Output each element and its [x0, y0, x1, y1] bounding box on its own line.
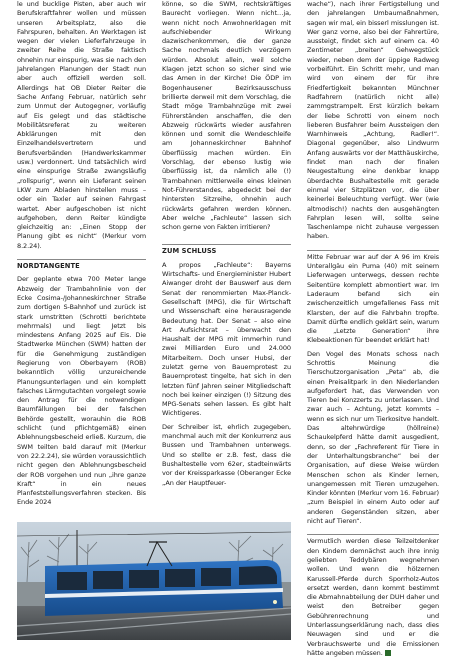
paragraph: Mitte Februar war auf der A 96 im Kreis Unterallgäu ein Puma (40) mit seinem Lieferwagen unterwegs, dessen rechte Seitentüre komplett abmontiert war. Im Laderaum befand sich ein zwischenzeitlich umgefallenes Fass mit Klarsten, der auf die Fahrbahn tropfte. Damit dürfte endlich geklärt sein, warum die „Letzte Generation“ ihre Klebeaktionen für beendet erklärt hat!: [307, 252, 439, 345]
divider: [162, 244, 291, 245]
divider: [307, 534, 439, 535]
tram-photo: [17, 522, 291, 640]
paragraph: [307, 537, 439, 658]
paragraph: Den Vogel des Monats schoss nach Schrottis Meinung die Tierschutzorganisation „Peta“ ab, die einen Preisalitpark in den Niederlanden aufgefordert hat, das Verwenden von Tieren bei Konzzerts zu unterlassen. Und zwar auch – Achtung, Jetzt kommts – wenn es sich nur um Tierkositve handelt. Das altehrwürdige (höllreine) Schaukelpferd hätte damit ausgedient, denn, so der „Fachreferent für Tiere in der Unterhaltungsbranche“ bei der Organisation, auf diese Weise würden Menschen schon als Kinder lernen, unangemessen mit Tieren umzugehen. Kinder könnten (Merkur vom 16. Februar) „zum Beispiel in einem Auto oder auf anderen Gegenständen sitzen, aber nicht auf Tieren“.: [307, 349, 439, 526]
column-3: [307, 0, 440, 657]
paragraph: könne, so die SWM, rechtskräftiges Baurecht vorliegen. Wenn nicht…ja, wenn nicht noch Anwohnerklagen mit aufschiebender Wirkung dazwischenkommen, die der ganze Sache nochmals deutlich verzögern würden. Absolut allein, weil solche Klagen jetzt schon so sicher sind wie das Amen in der Kirche! Die ÖDP im Bogenhausener Bezirksausschuss brillierte derweil mit dem Vorschlag, die Stadt möge Trambahnzüge mit zwei Führerständen anschaffen, die den Abzweig rückwärts wieder ausfahren können und somit die Wendeschleife am Johanneskirchner Bahnhof überflüssig machen würden. Ein Vorschlag, der ebenso lustig wie überflüssig ist, da nämlich alle (!) Trambahnen mittlerweile eines kleinen Not-Führerstandes, abgedeckt bei der hintersten Sitzreihe, ohnehin auch rückwärts gefahren werden können. Aber welche „Fachleute“ lassen sich schon gerne von Fakten irritieren?: [162, 0, 291, 232]
paragraph: le und bucklige Pisten, aber auch wir Berufskraftfahrer wollen und müssen unseren Arbeitsplatz, also die Fahrspuren, behalten. An Werktagen ist wegen der vielen Lieferfahrzeuge in zweiter Reihe die Straße faktisch ohnehin nur einspurig, was sie nach den Jahrelangen Planungen der Stadt nun aber auch offiziell werden soll. Allerdings hat OB Dieter Reiter die Sache Anfang Februar, natürlich sehr zum Unmut der Autogegner, vorläufig auf Eis gelegt und das städtische Mobilitätsreferat zu weiteren Abklärungen mit den Einzelhandelsvertretern und Berufsverbänden (Handwerkskammer usw.) verdonnert. Und tatsächlich wird eine einspurige Straße zwangsläufig „rollspurig“, wenn ein Lieferant seinen LKW zum Abladen hinstellen muss – oder ein Taxler auf seinen Fahrgast wartet. Aber aufgeschoben ist nicht aufgehoben, denn Reiter kündigte gleichzeitig an: „Einen Stopp der Planung gibt es nicht“ (Merkur vom 8.2.24).: [17, 0, 146, 250]
divider: [17, 259, 146, 260]
tram-photo-illustration: [17, 522, 291, 640]
section-heading: NORDTANGENTE: [17, 262, 80, 271]
paragraph-text: Vermutlich werden diese Teilzeitdenker den Kindern demnächst auch ihre innig geliebten Teddybären wegnehmen wollen. Und wenn die hölzernen Karussell-Pferde durch Sporrholz-Autos ersetzt werden, dann kommt bestimmt die Abmahnabteilung der DUH daher und weist den Betreiber gegen Gebührenrechnung und Unterlassungserklärung nach, dass dies Neuwagen sind und er die Verbrauchswerte und die Emissionen hätte angeben müssen.: [307, 537, 440, 657]
paragraph: wache“), nach ihrer Fertigstellung und den jahrelangen Umbaumaßnahmen, sagen wir mal, ein bisserl misslungen ist. Wer ganz vorne, also bei der Fahrertüre, aussteigt, findet sich auf einem ca. 40 Zentimeter „breiten“ Gehwegstück wieder, neben dem der üppige Radweg vorbeiführt. Ein Schritt mehr, und man wird von einem der für ihre Friedfertigkeit bekannten Münchner Radfahrern (natürlich nicht alle) zammgstrampelt. Erst kürzlich bekam der liebe Schrotti von einem noch lieberen Busfahrer beim Aussteigen den Warnhinweis „Achtung, Radler!“. Diagonal gegenüber, also Lindwurm Anfang auswärts vor der Matthäuskirche, findet man nach der finalen Neugestaltung eine denkbar knapp überdachte Bushaltestelle mit gerade einmal vier Sitzplätzen vor, die über keinerlei Beleuchtung verfügt. Wer (wie altmodisch!) nachts den ausgehängten Fahrplan lesen will, sollte seine Taschenlampe nicht zuhause vergessen haben.: [307, 0, 439, 241]
end-of-article-mark: [385, 650, 391, 656]
divider: [307, 250, 439, 251]
paragraph: Der geplante etwa 700 Meter lange Abzweig der Trambahnlinie von der Ecke Cosima-/Johanneskirchner Straße zum dortigen S-Bahnhof und zurück ist stark umstritten (Schrotti berichtete mehrmals) und liegt Jetzt bis mindestens Anfang 2025 auf Eis. Die Stadtwerke München (SWM) hatten der für die Genehmigung zuständigen Regierung von Oberbayern (ROB) bekanntlich völlig unzureichende Planungsunterlagen und ein komplett falsches Lärmgutachten vorgelegt sowie den Antrag für die notwendigen Baumfällungen bei der falschen Behörde gestellt, worauhin die ROB schlicht (und pflichtgemäß) einen Ablehnungsbescheid erließ. Kurzum, die SWM teilten bald darauf mit (Merkur von 22.2.24), sie würden voraussichtlich nicht gegen den Ablehnungsbescheid der ROB vorgehen und nun „ihre ganze Kraft“ in ein neues Planfeststellungsverfahren stecken. Bis Ende 2024: [17, 275, 146, 507]
paragraph: Der Schreiber ist, ehrlich zugegeben, manchmal auch mit der Konkurrenz aus Bussen und Trambahnen unterwegs. Und so stellte er z.B. fest, dass die Bushaltestelle vom 62er, stadteinwärts vor der Kreissparkasse (Oberanger Ecke „An der Hauptfeuer-: [162, 422, 291, 487]
section-heading: ZUM SCHLUSS: [162, 247, 217, 256]
paragraph: A propos „Fachleute“: Bayerns Wirtschafts- und Energieminister Hubert Aiwanger droht der Bauswerf aus dem Senat der renommierten Max-Planck-Gesellschaft (MPG), die für Wirtschaft und Wissenschaft eine herausragende Bedeutung hat. Der Senat – also eine Art Aufsichtsrat – überwacht den Haushalt der MPG mit immerhin rund zwei Milliarden Euro und 24.000 Mitarbeitern. Doch unser Hubsi, der zuletzt gerne von Bauernprotest zu Bauernprotest tingelte, hat sich in den letzten fünf Jahren seiner Mitgliedschaft noch bei keiner einzigen (!) Sitzung des MPG-Senats sehen lassen. Es gibt halt Wichtigeres.: [162, 260, 291, 418]
